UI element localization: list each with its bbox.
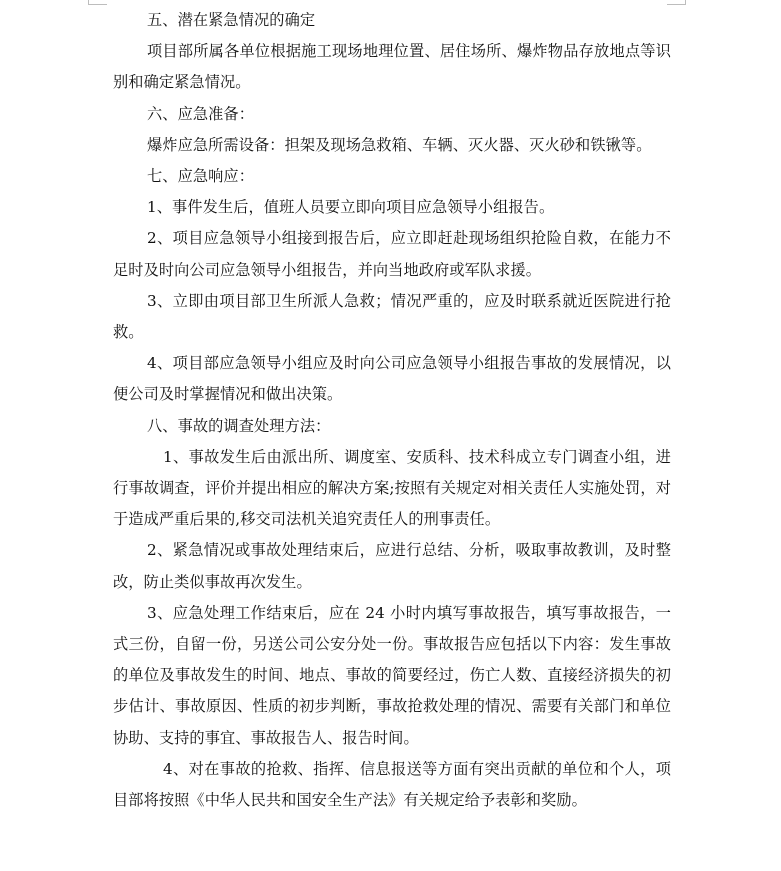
section-heading: 五、潜在紧急情况的确定	[147, 11, 316, 29]
list-item: 3、应急处理工作结束后，应在 24 小时内填写事故报告，填写事故报告，一式三份，自留一份，另送公司公安分处一份。事故报告应包括以下内容：发生事故的单位及事故发生的时间、地点、事故的简要经过，伤亡人数、直接经济损失的初步估计、事故原因、性质的初步判断，事故抢救处理的情况、需要有关部门和单位协助、支持的事宜、事故报告人、报告时间。	[113, 603, 671, 747]
list-item: 2、紧急情况或事故处理结束后，应进行总结、分析，吸取事故教训，及时整改，防止类似事故再次发生。	[113, 541, 671, 591]
section-heading: 七、应急响应：	[147, 167, 255, 186]
list-item: 3、立即由项目部卫生所派人急救；情况严重的，应及时联系就近医院进行抢救。	[113, 291, 671, 342]
document-body	[113, 5, 671, 816]
list-item: 4、项目部应急领导小组应及时向公司应急领导小组报告事故的发展情况，以便公司及时掌握情况和做出决策。	[113, 354, 671, 404]
list-item: 2、项目应急领导小组接到报告后，应立即赶赴现场组织抢险自救，在能力不足时及时向公司应急领导小组报告，并向当地政府或军队求援。	[113, 229, 671, 279]
paragraph: 爆炸应急所需设备：担架及现场急救箱、车辆、灭火器、灭火砂和铁锹等。	[147, 135, 652, 154]
list-item: 1、事件发生后，值班人员要立即向项目应急领导小组报告。	[147, 198, 555, 217]
section-heading: 八、事故的调查处理方法：	[147, 416, 331, 435]
list-item: 1、事故发生后由派出所、调度室、安质科、技术科成立专门调查小组，进行事故调查，评价并提出相应的解决方案;按照有关规定对相关责任人实施处罚，对于造成严重后果的,移交司法机关追究责任人的刑事责任。	[113, 447, 671, 529]
margin-corner-mark-left	[88, 0, 107, 5]
paragraph: 项目部所属各单位根据施工现场地理位置、居住场所、爆炸物品存放地点等识别和确定紧急情况。	[113, 42, 671, 92]
section-heading: 六、应急准备：	[147, 104, 255, 123]
list-item: 4、对在事故的抢救、指挥、信息报送等方面有突出贡献的单位和个人，项目部将按照《中华人民共和国安全生产法》有关规定给予表彰和奖励。	[113, 759, 671, 810]
